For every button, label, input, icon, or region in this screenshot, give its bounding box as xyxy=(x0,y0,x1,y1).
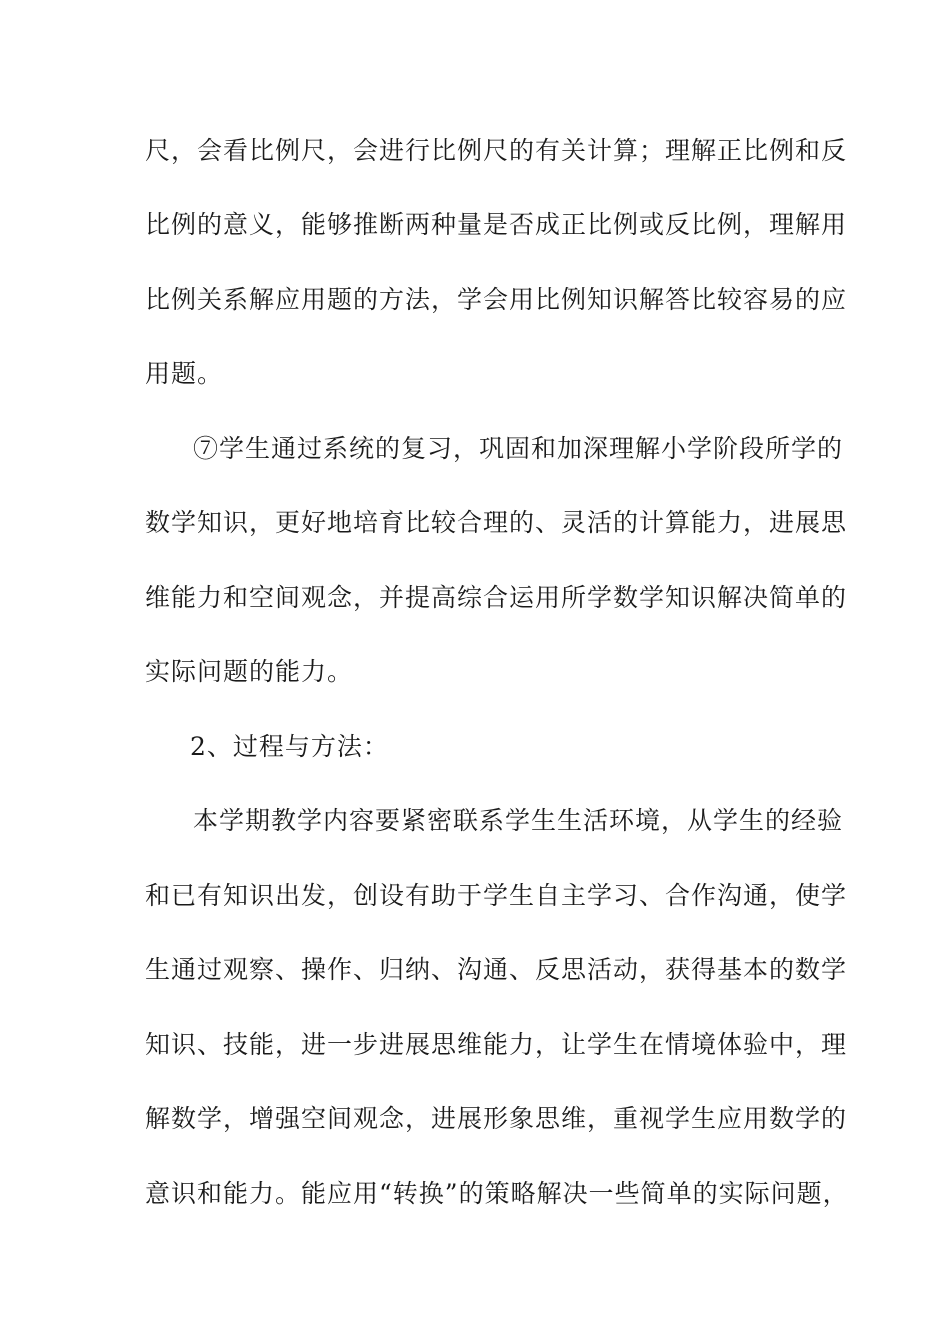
text-line: 解数学，增强空间观念，进展形象思维，重视学生应用数学的 xyxy=(145,1104,848,1133)
section-heading: 2、过程与方法： xyxy=(190,732,389,761)
text-line: 用题。 xyxy=(145,359,224,388)
text-line: ⑦学生通过系统的复习，巩固和加深理解小学阶段所学的 xyxy=(193,434,844,463)
text-line: 和已有知识出发，创设有助于学生自主学习、合作沟通，使学 xyxy=(145,881,848,910)
text-line: 维能力和空间观念，并提高综合运用所学数学知识解决简单的 xyxy=(145,583,848,612)
text-line: 比例关系解应用题的方法，学会用比例知识解答比较容易的应 xyxy=(145,285,848,314)
text-line: 生通过观察、操作、归纳、沟通、反思活动，获得基本的数学 xyxy=(145,955,848,984)
text-line: 知识、技能，进一步进展思维能力，让学生在情境体验中，理 xyxy=(145,1030,848,1059)
text-line: 本学期教学内容要紧密联系学生生活环境，从学生的经验 xyxy=(193,806,844,835)
text-line: 实际问题的能力。 xyxy=(145,657,354,686)
text-line: 意识和能力。能应用“转换”的策略解决一些简单的实际问题， xyxy=(145,1179,849,1208)
text-line: 比例的意义，能够推断两种量是否成正比例或反比例，理解用 xyxy=(145,210,848,239)
text-line: 数学知识，更好地培育比较合理的、灵活的计算能力，进展思 xyxy=(145,508,848,537)
text-line: 尺，会看比例尺，会进行比例尺的有关计算；理解正比例和反 xyxy=(145,136,848,165)
